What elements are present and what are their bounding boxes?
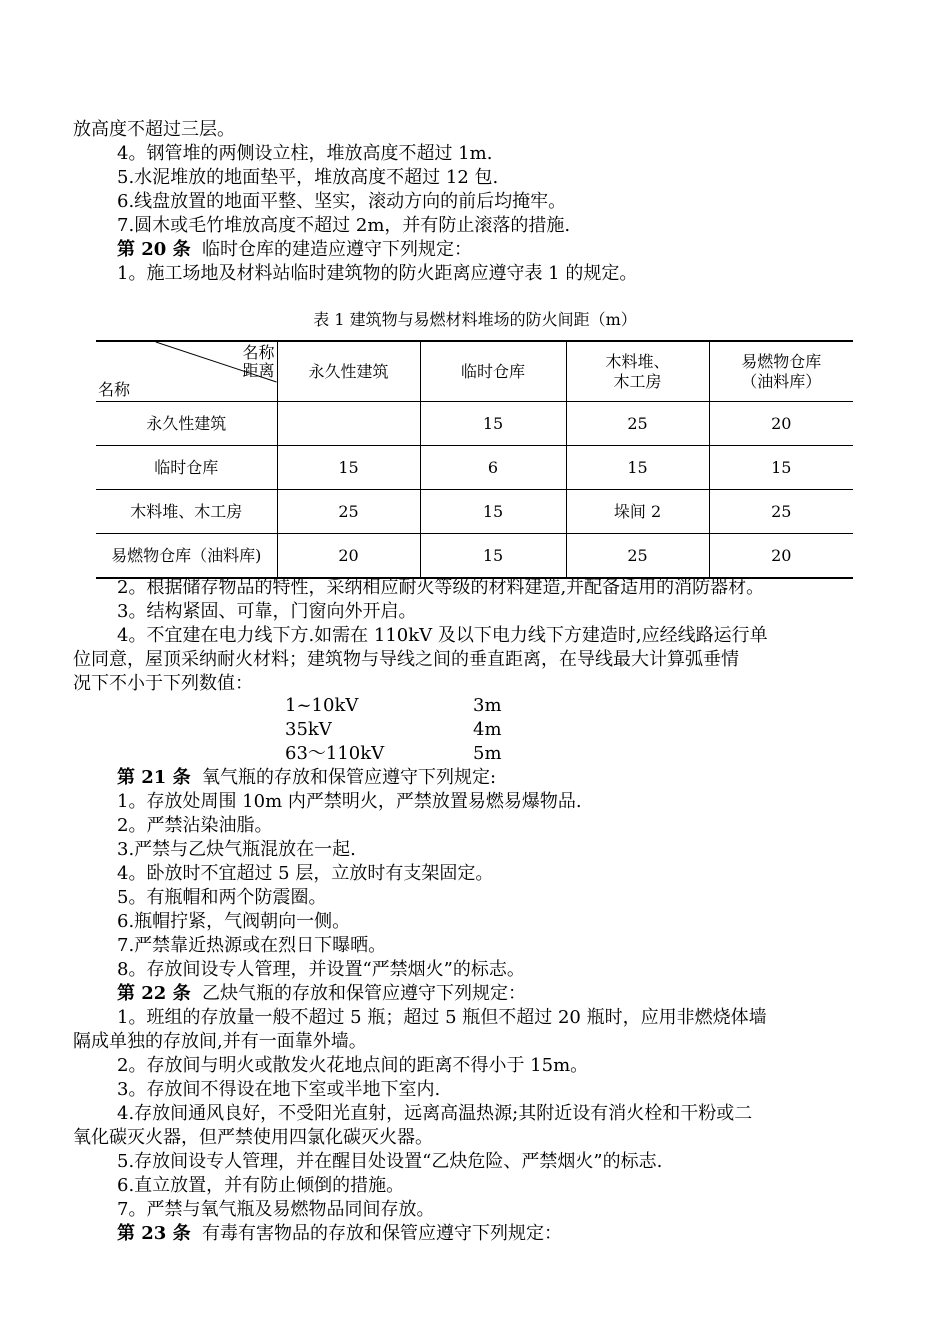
header-left-label: 名称 (98, 380, 131, 399)
table-cell: 15 (420, 490, 566, 534)
text-line: 5。有瓶帽和两个防震圈。 (117, 887, 327, 908)
distance-value: 5m (473, 743, 502, 764)
article-label: 第 22 条 (117, 983, 191, 1004)
text-line: 8。存放间设专人管理，并设置“严禁烟火”的标志。 (117, 959, 525, 980)
distance-value: 3m (473, 695, 502, 716)
text-line: 7.圆木或毛竹堆放高度不超过 2m，并有防止滚落的措施. (117, 215, 571, 236)
article-label: 第 23 条 (117, 1223, 191, 1244)
column-header (709, 341, 853, 402)
table-cell: 15 (709, 446, 853, 490)
table-cell: 25 (709, 490, 853, 534)
article-text: 氧气瓶的存放和保管应遵守下列规定: (202, 767, 497, 788)
text-line: 3。存放间不得设在地下室或半地下室内. (117, 1079, 441, 1100)
row-label: 临时仓库 (96, 446, 277, 490)
column-header-line: 木工房 (613, 371, 662, 391)
article-label: 第 20 条 (117, 239, 191, 260)
article-21-heading (117, 766, 496, 789)
text-line: 1。班组的存放量一般不超过 5 瓶；超过 5 瓶但不超过 20 瓶时，应用非燃烧体墙 (117, 1007, 767, 1028)
text-line: 6.线盘放置的地面平整、坚实，滚动方向的前后均掩牢。 (117, 191, 567, 212)
column-header: 临时仓库 (420, 341, 566, 402)
text-line: 5.水泥堆放的地面垫平，堆放高度不超过 12 包. (117, 167, 499, 188)
article-text: 乙炔气瓶的存放和保管应遵守下列规定： (202, 983, 527, 1004)
header-distance-label: 距离 (242, 361, 275, 380)
table-cell: 20 (709, 402, 853, 446)
text-line: 5.存放间设专人管理，并在醒目处设置“乙炔危险、严禁烟火”的标志. (117, 1151, 663, 1172)
voltage-value: 35kV (285, 719, 332, 740)
table-caption: 表 1 建筑物与易燃材料堆场的防火间距（m） (313, 310, 637, 329)
table-cell: 25 (566, 402, 709, 446)
text-line: 7。严禁与氧气瓶及易燃物品同间存放。 (117, 1199, 435, 1220)
distance-value: 4m (473, 719, 502, 740)
text-line: 6.直立放置，并有防止倾倒的措施。 (117, 1175, 405, 1196)
table-cell: 25 (277, 490, 420, 534)
text-line: 7.严禁靠近热源或在烈日下曝晒。 (117, 935, 387, 956)
table-cell (277, 402, 420, 446)
text-line: 4。钢管堆的两侧设立柱，堆放高度不超过 1m. (117, 143, 493, 164)
text-line: 1。施工场地及材料站临时建筑物的防火距离应遵守表 1 的规定。 (117, 263, 638, 284)
header-top-label (242, 344, 274, 380)
column-header-line: （油料库） (741, 371, 822, 391)
table-header-row (96, 341, 853, 402)
article-22-heading (117, 982, 526, 1005)
table-row (96, 490, 853, 534)
text-line: 6.瓶帽拧紧，气阀朝向一侧。 (117, 911, 351, 932)
article-20-heading (117, 238, 472, 261)
header-name-label: 名称 (242, 343, 275, 362)
article-label: 第 21 条 (117, 767, 191, 788)
text-line: 放高度不超过三层。 (73, 119, 235, 140)
text-line: 氧化碳灭火器，但严禁使用四氯化碳灭火器。 (73, 1127, 433, 1148)
text-line: 位同意，屋顶采纳耐火材料；建筑物与导线之间的垂直距离，在导线最大计算弧垂情 (73, 649, 739, 670)
table-cell: 20 (709, 534, 853, 579)
text-line: 1。存放处周围 10m 内严禁明火，严禁放置易燃易爆物品. (117, 791, 582, 812)
table-cell: 25 (566, 534, 709, 579)
table-cell: 6 (420, 446, 566, 490)
column-header (566, 341, 709, 402)
table-row (96, 534, 853, 579)
text-line: 2。存放间与明火或散发火花地点间的距离不得小于 15m。 (117, 1055, 589, 1076)
text-line: 隔成单独的存放间,并有一面靠外墙。 (73, 1031, 367, 1052)
table-cell: 15 (277, 446, 420, 490)
column-header: 永久性建筑 (277, 341, 420, 402)
table-row (96, 446, 853, 490)
text-line: 3.严禁与乙炔气瓶混放在一起. (117, 839, 356, 860)
row-label: 永久性建筑 (96, 402, 277, 446)
text-line: 4。不宜建在电力线下方.如需在 110kV 及以下电力线下方建造时,应经线路运行单 (117, 625, 768, 646)
table-cell: 垛间 2 (566, 490, 709, 534)
column-header-line: 易燃物仓库 (741, 351, 822, 371)
table-row (96, 402, 853, 446)
fire-distance-table (96, 340, 853, 579)
table-cell: 15 (420, 402, 566, 446)
table-cell: 15 (566, 446, 709, 490)
voltage-value: 63～110kV (285, 743, 385, 764)
text-line: 3。结构紧固、可靠，门窗向外开启。 (117, 601, 417, 622)
text-line: 4.存放间通风良好，不受阳光直射，远离高温热源;其附近设有消火栓和干粉或二 (117, 1103, 753, 1124)
row-label: 木料堆、木工房 (96, 490, 277, 534)
text-line: 况下不小于下列数值： (73, 673, 253, 694)
table-cell: 20 (277, 534, 420, 579)
article-text: 有毒有害物品的存放和保管应遵守下列规定： (202, 1223, 563, 1244)
column-header-line: 木料堆、 (605, 351, 670, 371)
text-line: 2。根据储存物品的特性，采纳相应耐火等级的材料建造,并配备适用的消防器材。 (117, 577, 765, 598)
text-line: 2。严禁沾染油脂。 (117, 815, 273, 836)
article-text: 临时仓库的建造应遵守下列规定： (202, 239, 473, 260)
article-23-heading (117, 1222, 562, 1245)
row-label: 易燃物仓库（油料库) (96, 534, 277, 579)
diagonal-header-cell (96, 341, 277, 402)
voltage-value: 1~10kV (285, 695, 359, 716)
table-cell: 15 (420, 534, 566, 579)
text-line: 4。卧放时不宜超过 5 层，立放时有支架固定。 (117, 863, 494, 884)
